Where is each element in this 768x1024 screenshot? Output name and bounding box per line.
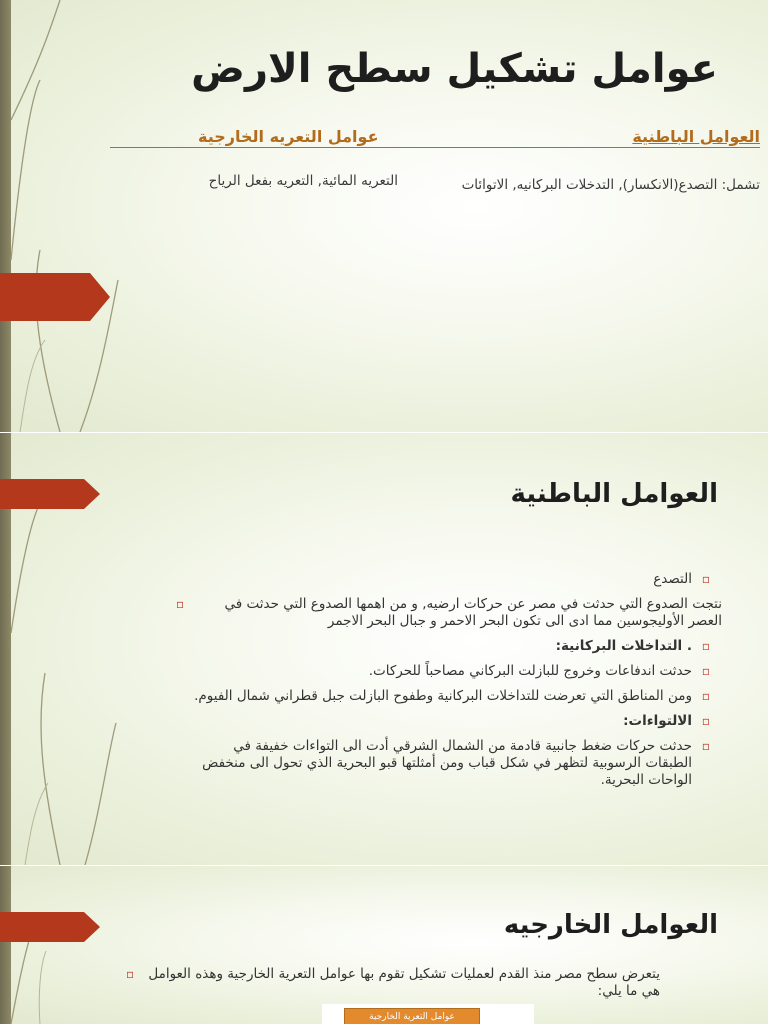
bullet-item: ▫ . التداخلات البركانية: [555,638,710,654]
accent-tab [0,912,100,942]
slide-title: عوامل تشكيل سطح الارض [191,46,718,92]
slide-1 [0,0,768,432]
bullet-list [126,966,660,1008]
decorative-curves [0,866,120,1024]
bullet-item: ▫ حدثت اندفاعات وخروج للبازلت البركاني مصاحباً للحركات. [368,663,710,679]
accent-tab [0,273,110,321]
bullet-item: ▫ ومن المناطق التي تعرضت للتداخلات البركانية وطفوح البازلت جبل قطراني شمال الفيوم. [194,688,710,704]
bullet-item: ▫ التصدع [653,571,710,587]
bullet-item: ▫ الالتواءات: [623,713,710,729]
hollow-square-bullet-icon: ▫ [701,572,710,586]
slide-title: العوامل الباطنية [510,479,718,509]
hollow-square-bullet-icon: ▫ [701,664,710,678]
headings-row [110,127,760,148]
external-factors-heading: عوامل التعريه الخارجية [198,127,379,146]
bullet-item: ▫ يتعرض سطح مصر منذ القدم لعمليات تشكيل تقوم بها عوامل التعرية الخارجية وهذه العوامل هي ما يلي: [126,966,660,999]
slide-title: العوامل الخارجيه [503,910,718,940]
internal-factors-text: تشمل: التصدع(الانكسار), التدخلات البركانيه, الاتوائات [461,177,760,193]
slide-3 [0,866,768,1024]
external-factors-diagram [322,1004,534,1024]
hollow-square-bullet-icon: ▫ [701,689,710,703]
diagram-title-label: عوامل التعرية الخارجية [344,1008,480,1024]
bullet-item: ▫ حدثت حركات ضغط جانبية قادمة من الشمال الشرقي أدت الى التواءات خفيفة في الطبقات الرسوبية لتظهر في شكل قباب ومن أمثلتها قبو البحرية الذي تحول الى منخفض الواحات البحرية. [202,738,710,788]
hollow-square-bullet-icon: ▫ [701,739,710,753]
internal-factors-heading: العوامل الباطنية [632,127,760,146]
slide-2 [0,433,768,865]
hollow-square-bullet-icon: ▫ [701,639,710,653]
hollow-square-bullet-icon: ▫ [126,967,135,981]
external-factors-text: التعريه المائية, التعريه بفعل الرياح [208,173,398,189]
hollow-square-bullet-icon: ▫ [176,597,185,611]
bullet-item: ▫ نتجت الصدوع التي حدثت في مصر عن حركات ارضيه, و من اهمها الصدوع التي حدثت في العصر الأوليجوسين مما ادى الى تكون البحر الاحمر و جبال البحر الاجمر [176,596,722,629]
bullet-list [176,571,722,797]
hollow-square-bullet-icon: ▫ [701,714,710,728]
accent-tab [0,479,100,509]
